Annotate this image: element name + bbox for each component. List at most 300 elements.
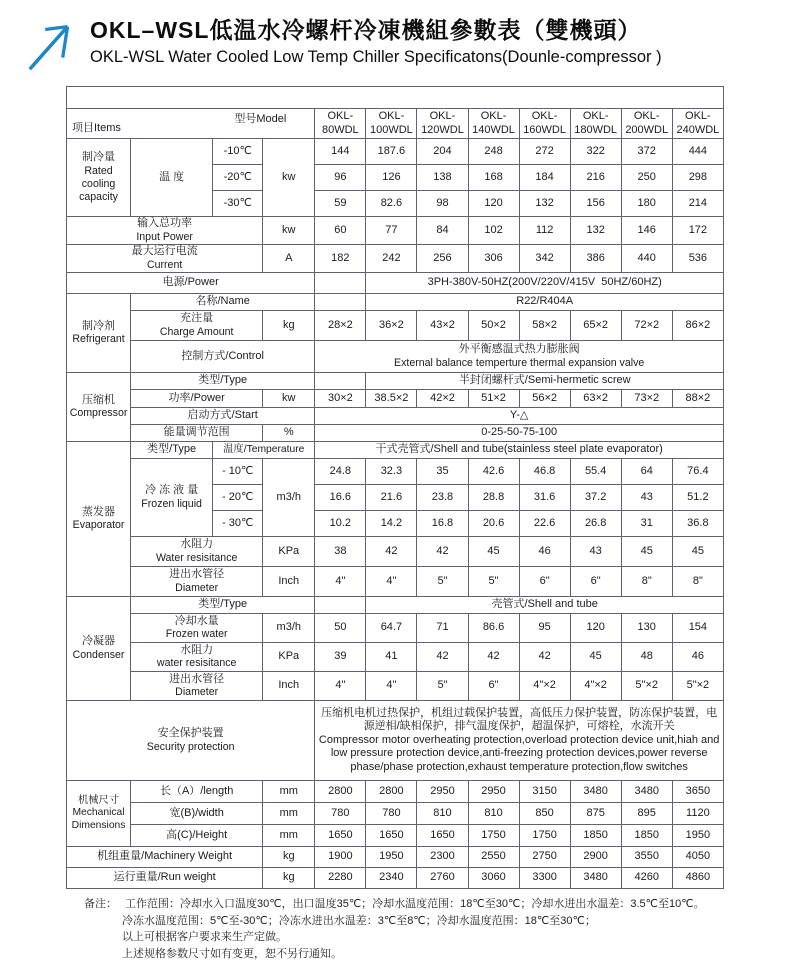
value-cell: 28×2: [315, 311, 366, 341]
model-number: 100WDL: [367, 124, 415, 137]
value-cell: 875: [570, 803, 621, 825]
value-cell: 77: [366, 217, 417, 245]
unit-cell: kw: [263, 139, 315, 217]
value-cell: 146: [621, 217, 672, 245]
value-cell: 35: [417, 459, 468, 485]
value-cell: 6": [468, 672, 519, 701]
value-cell: 256: [417, 245, 468, 273]
page-title-zh: OKL–WSL低温水冷螺杆冷凍機組參數表（雙機頭）: [90, 12, 662, 45]
value-cell: 4260: [621, 868, 672, 889]
security-value-zh: 压缩机电机过热保护，机组过载保护装置，高低压力保护装置，防冻保护装置，电源逆相/缺相保护，排气温度保护，超温保护，可熔栓，水流开关: [316, 707, 722, 734]
label-zh: 水阻力: [132, 644, 261, 657]
table-row: [67, 537, 724, 567]
row-label-width: 宽(B)/width: [131, 803, 263, 825]
row-label-power-supply: 电源/Power: [67, 273, 315, 294]
value-cell: 242: [366, 245, 417, 273]
control-value-en: External balance temperture thermal expansion valve: [316, 357, 722, 370]
value-cell: 51.2: [672, 485, 723, 511]
table-row: [67, 311, 724, 341]
value-cell: 1850: [621, 825, 672, 847]
value-cell: 168: [468, 165, 519, 191]
value-cell: 216: [570, 165, 621, 191]
model-prefix: OKL-: [470, 110, 518, 123]
value-cell: 64.7: [366, 614, 417, 643]
label-en: Charge Amount: [132, 326, 261, 339]
value-cell: 1850: [570, 825, 621, 847]
value-cell: 184: [519, 165, 570, 191]
unit-cell: m3/h: [263, 459, 315, 537]
table-row: [67, 825, 724, 847]
table-row: [67, 408, 724, 425]
label-zh: 蒸发器: [68, 506, 129, 519]
row-label-run-weight: 运行重量/Run weight: [67, 868, 263, 889]
value-cell: 55.4: [570, 459, 621, 485]
value-cell: 372: [621, 139, 672, 165]
label-zh: 冷却水量: [132, 615, 261, 628]
spec-table: [66, 86, 724, 889]
value-cell: 41: [366, 643, 417, 672]
label-en: Water resisitance: [132, 552, 261, 565]
model-prefix: OKL-: [418, 110, 466, 123]
label-en: Rated: [68, 165, 129, 178]
value-cell: 50×2: [468, 311, 519, 341]
value-cell: 2550: [468, 847, 519, 868]
label-zh: 制冷量: [68, 151, 129, 164]
value-cell: 130: [621, 614, 672, 643]
model-number: 120WDL: [418, 124, 466, 137]
value-cell: 24.8: [315, 459, 366, 485]
group-label-dimensions: [67, 781, 131, 847]
value-cell: 780: [366, 803, 417, 825]
value-cell: 16.8: [417, 511, 468, 537]
label-zh: 进出水管径: [132, 568, 261, 581]
value-cell: 86.6: [468, 614, 519, 643]
table-row: [67, 701, 724, 781]
value-cell: 16.6: [315, 485, 366, 511]
group-label-condenser: [67, 597, 131, 701]
value-cell: 82.6: [366, 191, 417, 217]
value-cell: 23.8: [417, 485, 468, 511]
value-cell: 42×2: [417, 390, 468, 408]
label-en: Evaporator: [68, 519, 129, 532]
model-header-cell: [366, 109, 417, 139]
value-cell: 38: [315, 537, 366, 567]
title-block: [90, 12, 662, 67]
energy-range-value: 0-25-50-75-100: [315, 425, 724, 442]
model-number: 160WDL: [521, 124, 569, 137]
row-label-cond-resistance: [131, 643, 263, 672]
value-cell: 4": [315, 567, 366, 597]
evap-temp-label: 温度/Temperature: [213, 442, 315, 459]
empty-cell: [315, 597, 366, 614]
value-cell: 37.2: [570, 485, 621, 511]
value-cell: 810: [417, 803, 468, 825]
unit-cell: KPa: [263, 643, 315, 672]
value-cell: 60: [315, 217, 366, 245]
table-row: [67, 294, 724, 311]
value-cell: 43: [621, 485, 672, 511]
start-mode-value: Y-△: [315, 408, 724, 425]
corner-cell: [67, 109, 315, 139]
value-cell: 444: [672, 139, 723, 165]
table-row: [67, 614, 724, 643]
value-cell: 72×2: [621, 311, 672, 341]
value-cell: 3480: [570, 868, 621, 889]
value-cell: 138: [417, 165, 468, 191]
table-row: [67, 373, 724, 390]
value-cell: 2340: [366, 868, 417, 889]
value-cell: 36×2: [366, 311, 417, 341]
corner-items-label: 项目Items: [72, 122, 121, 135]
value-cell: 4"×2: [570, 672, 621, 701]
value-cell: 810: [468, 803, 519, 825]
value-cell: 8": [672, 567, 723, 597]
group-label-refrigerant: [67, 294, 131, 373]
value-cell: 84: [417, 217, 468, 245]
value-cell: 248: [468, 139, 519, 165]
row-label-evap-diameter: [131, 567, 263, 597]
value-cell: 50: [315, 614, 366, 643]
label-en: Frozen water: [132, 628, 261, 641]
label-en: Input Power: [68, 231, 261, 244]
value-cell: 51×2: [468, 390, 519, 408]
row-label-frozen-liquid: [131, 459, 213, 537]
value-cell: 10.2: [315, 511, 366, 537]
table-row: [67, 459, 724, 485]
value-cell: 71: [417, 614, 468, 643]
value-cell: 31: [621, 511, 672, 537]
condenser-type-value: 壳管式/Shell and tube: [366, 597, 724, 614]
table-row: [67, 273, 724, 294]
value-cell: 5": [417, 567, 468, 597]
value-cell: 250: [621, 165, 672, 191]
table-row: [67, 245, 724, 273]
label-en: Dimensions: [68, 820, 129, 833]
value-cell: 306: [468, 245, 519, 273]
temp-cell: - 10℃: [213, 459, 263, 485]
value-cell: 298: [672, 165, 723, 191]
table-row: [67, 341, 724, 373]
value-cell: 4"×2: [519, 672, 570, 701]
power-supply-value: 3PH-380V-50HZ(200V/220V/415V 50HZ/60HZ): [366, 273, 724, 294]
header-row: [67, 109, 724, 139]
value-cell: 1650: [417, 825, 468, 847]
value-cell: 2800: [366, 781, 417, 803]
temp-cell: - 20℃: [213, 485, 263, 511]
value-cell: 45: [468, 537, 519, 567]
value-cell: 32.3: [366, 459, 417, 485]
banner-row: [67, 87, 724, 109]
table-row: [67, 781, 724, 803]
unit-cell: m3/h: [263, 614, 315, 643]
value-cell: 43: [570, 537, 621, 567]
value-cell: 64: [621, 459, 672, 485]
table-row: [67, 217, 724, 245]
unit-cell: Inch: [263, 567, 315, 597]
label-zh: 进出水管径: [132, 673, 261, 686]
value-cell: 26.8: [570, 511, 621, 537]
value-cell: 73×2: [621, 390, 672, 408]
value-cell: 2750: [519, 847, 570, 868]
temp-cell: -10℃: [213, 139, 263, 165]
row-label-evap-type: 类型/Type: [131, 442, 213, 459]
value-cell: 98: [417, 191, 468, 217]
unit-cell: A: [263, 245, 315, 273]
value-cell: 42: [417, 643, 468, 672]
value-cell: 42.6: [468, 459, 519, 485]
group-label-compressor: [67, 373, 131, 442]
value-cell: 4050: [672, 847, 723, 868]
value-cell: 322: [570, 139, 621, 165]
value-cell: 102: [468, 217, 519, 245]
table-row: [67, 803, 724, 825]
value-cell: 5"×2: [621, 672, 672, 701]
table-row: [67, 847, 724, 868]
corner-model-label: 型号Model: [234, 113, 286, 126]
row-label-current: [67, 245, 263, 273]
table-row: [67, 425, 724, 442]
value-cell: 204: [417, 139, 468, 165]
model-prefix: OKL-: [674, 110, 722, 123]
value-cell: 42: [519, 643, 570, 672]
value-cell: 342: [519, 245, 570, 273]
row-label-cond-diameter: [131, 672, 263, 701]
notes: [84, 896, 790, 962]
value-cell: 1900: [315, 847, 366, 868]
label-en: Diameter: [132, 686, 261, 699]
value-cell: 3650: [672, 781, 723, 803]
model-prefix: OKL-: [521, 110, 569, 123]
row-label-security: [67, 701, 315, 781]
row-label-height: 高(C)/Height: [131, 825, 263, 847]
row-label-evap-water: [131, 537, 263, 567]
control-value: [315, 341, 724, 373]
value-cell: 1750: [468, 825, 519, 847]
table-row: [67, 390, 724, 408]
value-cell: 22.6: [519, 511, 570, 537]
value-cell: 45: [621, 537, 672, 567]
label-en: cooling: [68, 178, 129, 191]
value-cell: 6": [519, 567, 570, 597]
value-cell: 45: [672, 537, 723, 567]
value-cell: 39: [315, 643, 366, 672]
value-cell: 112: [519, 217, 570, 245]
empty-cell: [315, 294, 366, 311]
value-cell: 132: [519, 191, 570, 217]
value-cell: 46.8: [519, 459, 570, 485]
unit-cell: kg: [263, 868, 315, 889]
value-cell: 3480: [570, 781, 621, 803]
value-cell: 4860: [672, 868, 723, 889]
unit-cell: kg: [263, 311, 315, 341]
label-en: Refrigerant: [68, 333, 129, 346]
label-en: Condenser: [68, 649, 129, 662]
value-cell: 5": [468, 567, 519, 597]
model-number: 200WDL: [623, 124, 671, 137]
value-cell: 28.8: [468, 485, 519, 511]
temp-cell: -30℃: [213, 191, 263, 217]
value-cell: 86×2: [672, 311, 723, 341]
value-cell: 42: [468, 643, 519, 672]
arrow-logo-icon: [22, 16, 84, 74]
table-row: [67, 442, 724, 459]
row-label-cond-type: 类型/Type: [131, 597, 315, 614]
value-cell: 1650: [366, 825, 417, 847]
unit-cell: mm: [263, 781, 315, 803]
value-cell: 120: [570, 614, 621, 643]
model-prefix: OKL-: [623, 110, 671, 123]
note-text: 工作范围：冷却水入口温度30℃，出口温度35℃；冷却水温度范围：18℃至30℃；冷却水进出水温差：3.5℃至10℃。: [125, 896, 705, 913]
unit-cell: kw: [263, 217, 315, 245]
page-header: [0, 0, 790, 74]
value-cell: 1120: [672, 803, 723, 825]
label-en: capacity: [68, 191, 129, 204]
value-cell: 536: [672, 245, 723, 273]
temperature-label: 温 度: [131, 139, 213, 217]
value-cell: 36.8: [672, 511, 723, 537]
value-cell: 1650: [315, 825, 366, 847]
model-header-cell: [570, 109, 621, 139]
value-cell: 4": [366, 672, 417, 701]
row-label-comp-power: 功率/Power: [131, 390, 263, 408]
value-cell: 6": [570, 567, 621, 597]
table-row: [67, 643, 724, 672]
model-header-cell: [621, 109, 672, 139]
value-cell: 180: [621, 191, 672, 217]
value-cell: 2300: [417, 847, 468, 868]
value-cell: 187.6: [366, 139, 417, 165]
value-cell: 2950: [468, 781, 519, 803]
row-label-length: 长（A）/length: [131, 781, 263, 803]
value-cell: 45: [570, 643, 621, 672]
value-cell: 31.6: [519, 485, 570, 511]
value-cell: 3150: [519, 781, 570, 803]
value-cell: 156: [570, 191, 621, 217]
row-label-charge: [131, 311, 263, 341]
label-zh: 制冷剂: [68, 320, 129, 333]
value-cell: 48: [621, 643, 672, 672]
model-prefix: OKL-: [367, 110, 415, 123]
value-cell: 386: [570, 245, 621, 273]
value-cell: 76.4: [672, 459, 723, 485]
value-cell: 172: [672, 217, 723, 245]
value-cell: 96: [315, 165, 366, 191]
evaporator-type-value: 干式壳管式/Shell and tube(stainless steel plate evaporator): [315, 442, 724, 459]
value-cell: 5"×2: [672, 672, 723, 701]
unit-cell: Inch: [263, 672, 315, 701]
value-cell: 8": [621, 567, 672, 597]
unit-cell: mm: [263, 803, 315, 825]
unit-cell: KPa: [263, 537, 315, 567]
table-banner-title: OKL-WDL双机头低温水冷螺杆冷冻机组参数表: [67, 87, 724, 109]
value-cell: 2900: [570, 847, 621, 868]
empty-cell: [315, 373, 366, 390]
row-label-name: 名称/Name: [131, 294, 315, 311]
row-label-machinery-weight: 机组重量/Machinery Weight: [67, 847, 263, 868]
value-cell: 46: [519, 537, 570, 567]
value-cell: 4": [315, 672, 366, 701]
value-cell: 59: [315, 191, 366, 217]
value-cell: 43×2: [417, 311, 468, 341]
label-zh: 输入总功率: [68, 217, 261, 230]
security-value: [315, 701, 724, 781]
value-cell: 1750: [519, 825, 570, 847]
note-line: 冷冻水温度范围：5℃至-30℃；冷冻水进出水温差：3℃至8℃；冷却水温度范围：18℃至30℃；: [122, 913, 790, 930]
value-cell: 30×2: [315, 390, 366, 408]
value-cell: 2760: [417, 868, 468, 889]
model-number: 240WDL: [674, 124, 722, 137]
notes-label: 备注：: [84, 896, 117, 913]
value-cell: 65×2: [570, 311, 621, 341]
unit-cell: %: [263, 425, 315, 442]
value-cell: 440: [621, 245, 672, 273]
row-label-start: 启动方式/Start: [131, 408, 315, 425]
note-line: 上述规格参数尺寸如有变更，恕不另行通知。: [122, 946, 790, 962]
compressor-type-value: 半封闭螺杆式/Semi-hermetic screw: [366, 373, 724, 390]
label-zh: 安全保护装置: [68, 727, 313, 740]
value-cell: 2280: [315, 868, 366, 889]
model-header-cell: [519, 109, 570, 139]
model-prefix: OKL-: [316, 110, 364, 123]
security-value-en: Compressor motor overheating protection,overload protection device unit,hiah and low pressure protection device,anti-freezing protection devices,power reverse phase/phase protection,exhaust temperature protection,flow switches: [316, 734, 722, 774]
label-en: Frozen liquid: [132, 498, 211, 511]
value-cell: 182: [315, 245, 366, 273]
model-header-cell: [672, 109, 723, 139]
model-header-cell: [315, 109, 366, 139]
value-cell: 2950: [417, 781, 468, 803]
value-cell: 14.2: [366, 511, 417, 537]
model-number: 140WDL: [470, 124, 518, 137]
value-cell: 95: [519, 614, 570, 643]
model-prefix: OKL-: [572, 110, 620, 123]
label-zh: 机械尺寸: [68, 795, 129, 808]
group-label-cooling: [67, 139, 131, 217]
label-zh: 冷 冻 液 量: [132, 484, 211, 497]
refrigerant-name-value: R22/R404A: [366, 294, 724, 311]
note-line: 以上可根据客户要求来生产定做。: [122, 929, 790, 946]
value-cell: 4": [366, 567, 417, 597]
label-zh: 冷凝器: [68, 635, 129, 648]
value-cell: 56×2: [519, 390, 570, 408]
value-cell: 3480: [621, 781, 672, 803]
label-zh: 压缩机: [68, 394, 129, 407]
model-number: 180WDL: [572, 124, 620, 137]
label-en: Security protection: [68, 741, 313, 754]
value-cell: 5": [417, 672, 468, 701]
table-row: [67, 567, 724, 597]
label-en: Current: [68, 259, 261, 272]
value-cell: 126: [366, 165, 417, 191]
value-cell: 144: [315, 139, 366, 165]
model-number: 80WDL: [316, 124, 364, 137]
row-label-control: 控制方式/Control: [131, 341, 315, 373]
label-en: Mechanical: [68, 807, 129, 820]
label-en: Diameter: [132, 582, 261, 595]
value-cell: 2800: [315, 781, 366, 803]
value-cell: 895: [621, 803, 672, 825]
page-title-en: OKL-WSL Water Cooled Low Temp Chiller Specificatons(Dounle-compressor ): [90, 48, 662, 67]
value-cell: 132: [570, 217, 621, 245]
value-cell: 3300: [519, 868, 570, 889]
unit-cell: mm: [263, 825, 315, 847]
value-cell: 38.5×2: [366, 390, 417, 408]
temp-cell: -20℃: [213, 165, 263, 191]
model-header-cell: [417, 109, 468, 139]
label-zh: 最大运行电流: [68, 245, 261, 258]
label-zh: 水阻力: [132, 538, 261, 551]
value-cell: 154: [672, 614, 723, 643]
label-en: water resisitance: [132, 657, 261, 670]
